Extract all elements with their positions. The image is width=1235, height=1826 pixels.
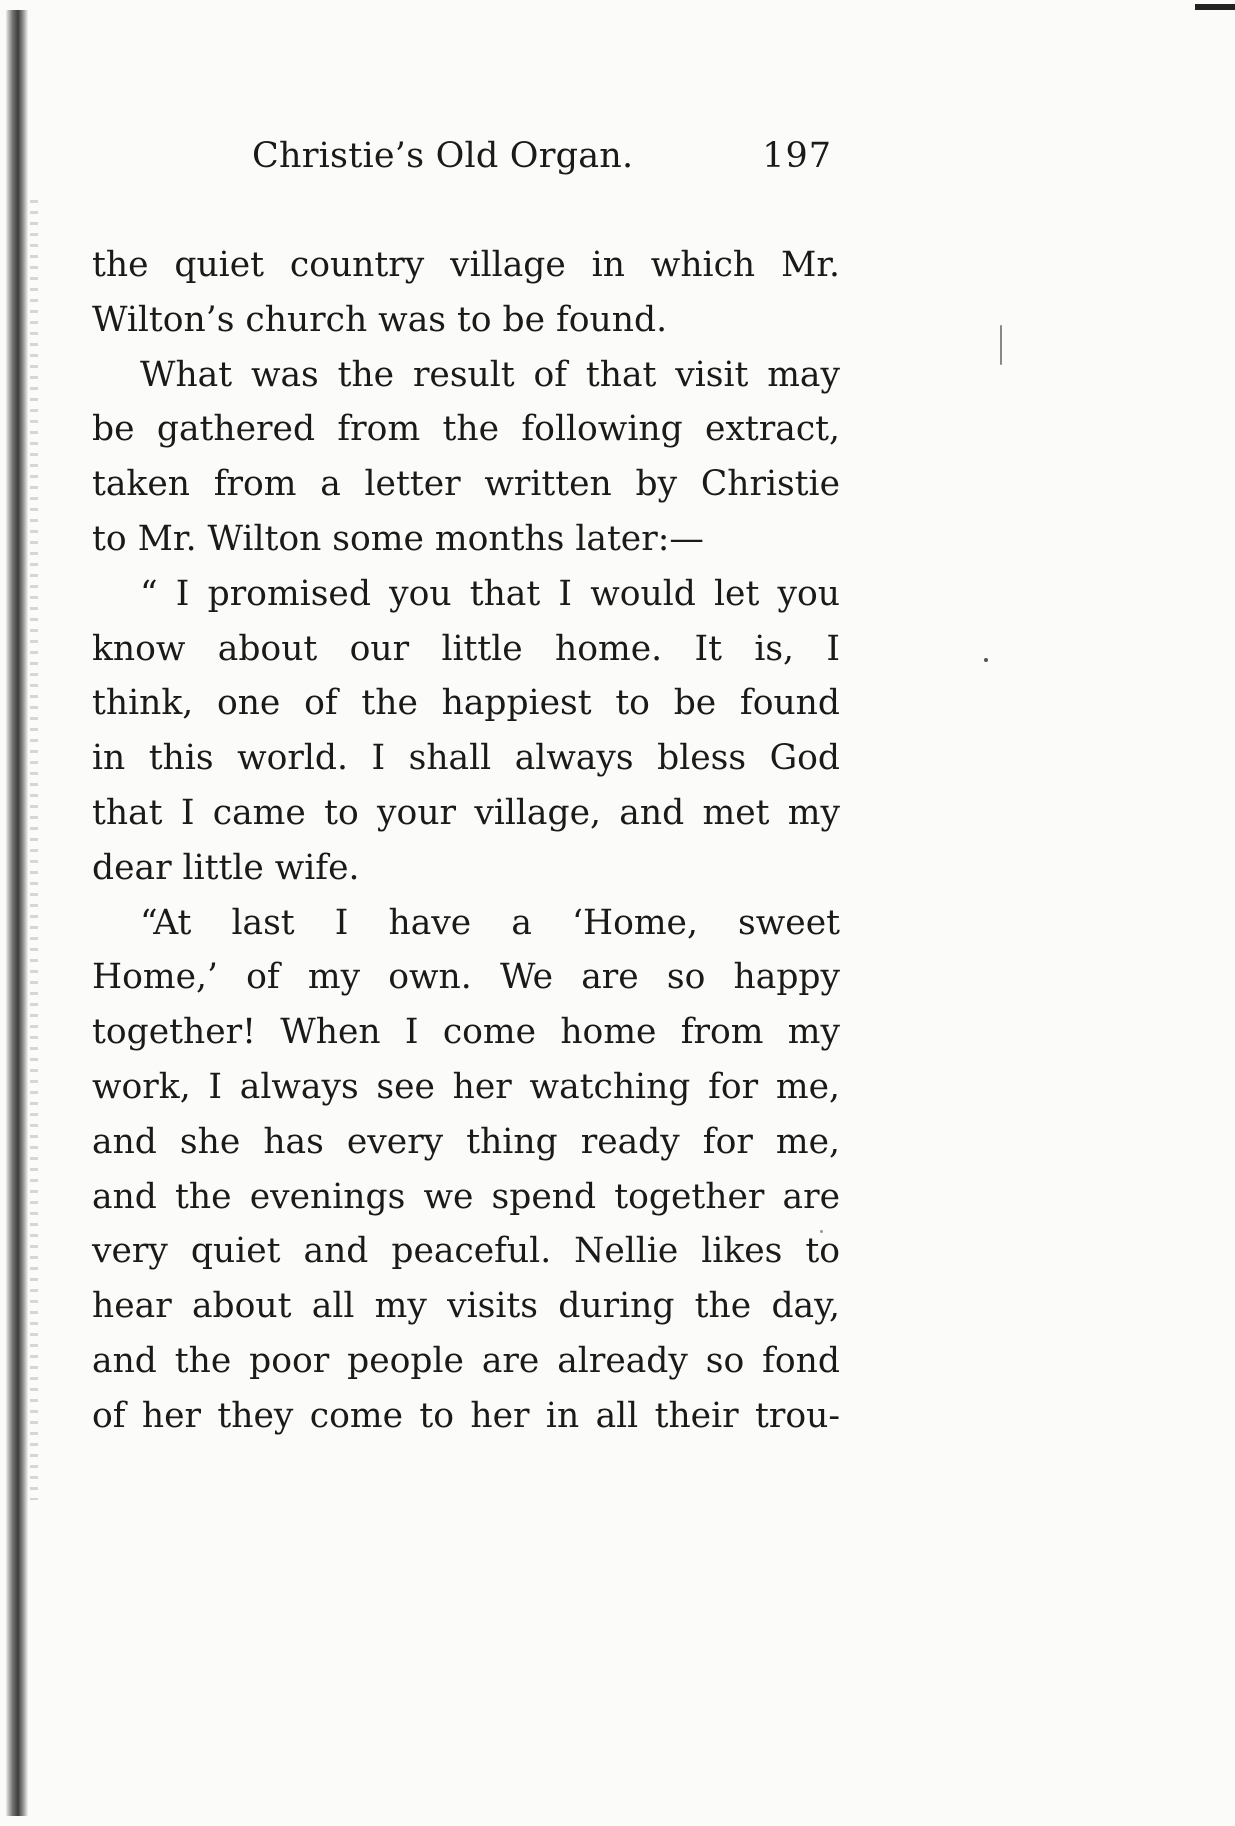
text-line: together! When I come home from my <box>92 1012 840 1053</box>
text-line: the quiet country village in which Mr. <box>92 245 840 285</box>
text-line: think, one of the happiest to be found <box>92 683 840 724</box>
binding-gutter-shadow <box>6 10 28 1816</box>
scan-speck <box>984 658 988 662</box>
binding-gutter-speckle <box>30 200 38 1500</box>
running-head <box>92 136 832 186</box>
text-line: Wilton’s church was to be found. <box>92 299 668 340</box>
scan-speck <box>1000 325 1002 365</box>
text-line: taken from a letter written by Christie <box>92 464 840 505</box>
text-line: that I came to your village, and met my <box>92 792 840 833</box>
text-line: of her they come to her in all their trou- <box>92 1395 840 1436</box>
text-line: “ I promised you that I would let you <box>140 573 840 614</box>
text-line: and the evenings we spend together are <box>92 1176 840 1217</box>
text-line: be gathered from the following extract, <box>92 409 840 450</box>
running-title: Christie’s Old Organ. <box>252 136 634 176</box>
text-line: and the poor people are already so fond <box>92 1340 840 1381</box>
scan-corner-mark <box>1195 4 1235 10</box>
text-line: to Mr. Wilton some months later:— <box>92 518 704 559</box>
text-line: What was the result of that visit may <box>140 354 840 395</box>
text-line: hear about all my visits during the day, <box>92 1286 840 1327</box>
text-line: Home,’ of my own. We are so happy <box>92 957 840 998</box>
text-line: and she has every thing ready for me, <box>92 1121 840 1162</box>
page-number: 197 <box>762 136 832 176</box>
text-line: in this world. I shall always bless God <box>92 738 840 779</box>
text-line: dear little wife. <box>92 847 360 888</box>
text-line: work, I always see her watching for me, <box>92 1066 840 1107</box>
body-text <box>92 238 840 1444</box>
text-line: very quiet and peaceful. Nellie likes to <box>92 1231 840 1272</box>
text-line: know about our little home. It is, I <box>92 628 840 669</box>
text-line: “At last I have a ‘Home, sweet <box>140 902 840 943</box>
